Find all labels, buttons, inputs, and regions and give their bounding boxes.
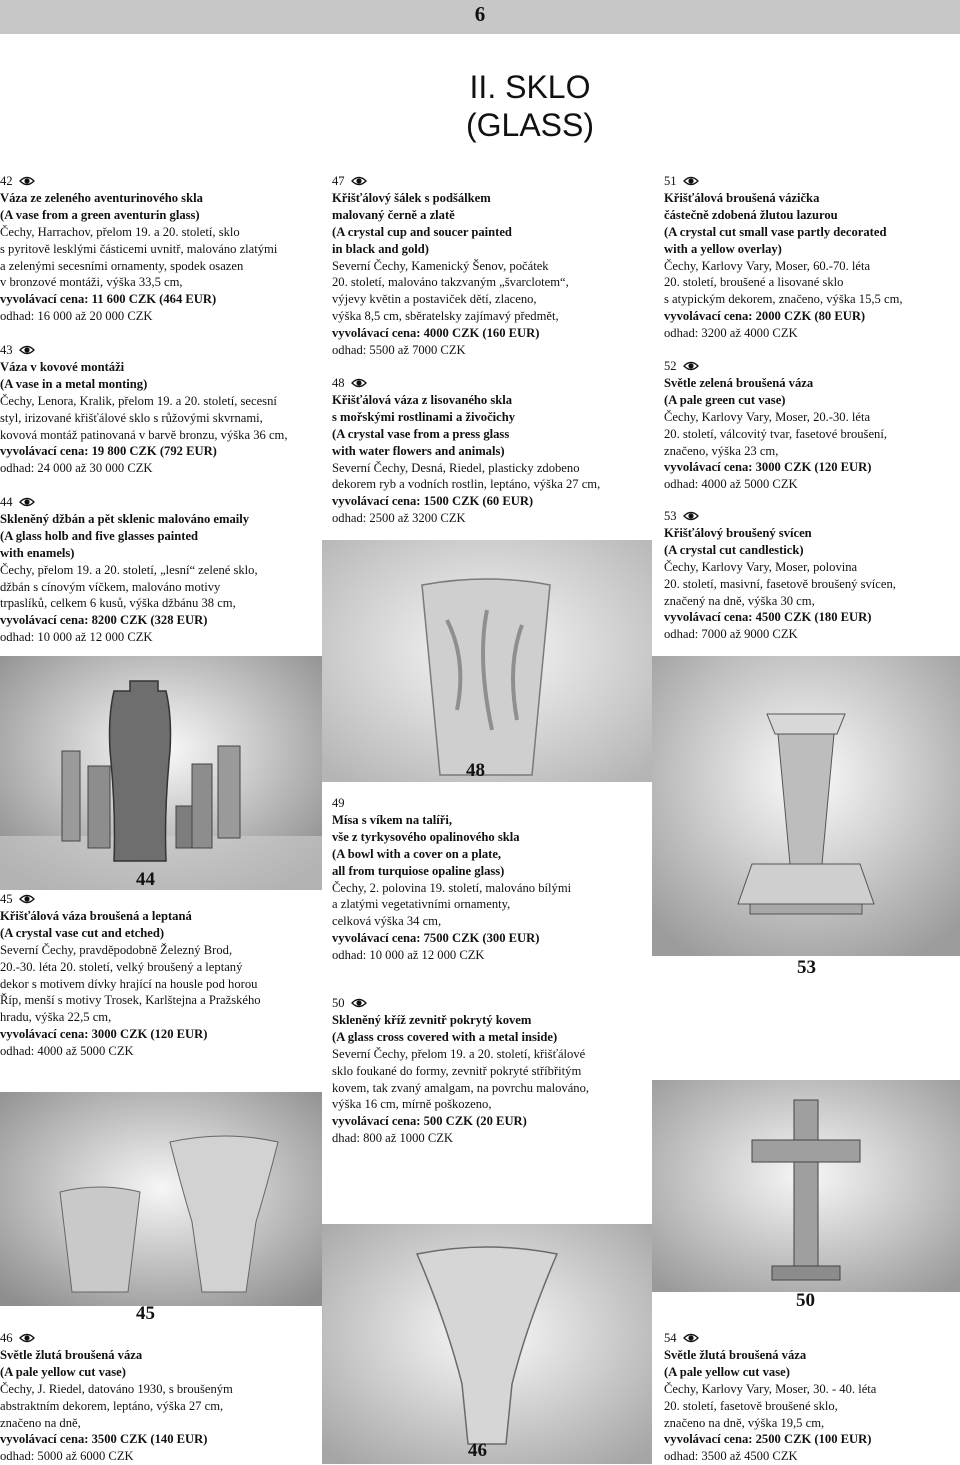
lot-title: Skleněný džbán a pět sklenic malováno emaily	[0, 511, 250, 526]
lot-desc: a zelenými secesními ornamenty, spodek osazen	[0, 258, 244, 273]
lot-desc: trpaslíků, celkem 6 kusů, výška džbánu 38 cm,	[0, 596, 236, 611]
photo-caption-44: 44	[136, 869, 155, 890]
lot-desc: hradu, výška 22,5 cm,	[0, 1010, 112, 1025]
lot-48	[332, 375, 642, 527]
lot-number: 42	[0, 174, 13, 188]
lot-estimate: odhad: 5500 až 7000 CZK	[332, 343, 466, 358]
lot-estimate: odhad: 16 000 až 20 000 CZK	[0, 309, 153, 324]
lot-desc: značeno, výška 23 cm,	[664, 443, 779, 458]
lot-title-en: (A crystal vase from a press glass	[332, 426, 510, 441]
lot-46	[0, 1330, 300, 1465]
eye-icon	[351, 378, 367, 388]
lot-desc: Čechy, Karlovy Vary, Moser, 60.-70. léta	[664, 258, 871, 273]
section-title-line1: II. SKLO	[469, 69, 591, 105]
lot-desc: Čechy, Karlovy Vary, Moser, 30. - 40. léta	[664, 1381, 877, 1396]
eye-icon	[19, 176, 35, 186]
lot-title: Křišťálový broušený svícen	[664, 525, 812, 540]
lot-price: vyvolávací cena: 7500 CZK (300 EUR)	[332, 931, 540, 946]
lot-title: částečně zdobená žlutou lazurou	[664, 207, 838, 222]
lot-title: Křišťálová broušená vázička	[664, 190, 820, 205]
lot-title-en: (A vase in a metal monting)	[0, 376, 148, 391]
lot-desc: značený na dně, výška 30 cm,	[664, 593, 815, 608]
lot-price: vyvolávací cena: 4500 CZK (180 EUR)	[664, 610, 872, 625]
lot-title: Váza v kovové montáži	[0, 359, 125, 374]
lot-43	[0, 342, 300, 477]
lot-desc: Čechy, Karlovy Vary, Moser, polovina	[664, 559, 858, 574]
eye-icon	[19, 894, 35, 904]
lot-estimate: odhad: 2500 až 3200 CZK	[332, 511, 466, 526]
lot-price: vyvolávací cena: 19 800 CZK (792 EUR)	[0, 444, 217, 459]
lot-title-en: (A vase from a green aventurin glass)	[0, 207, 200, 222]
lot-title-en: with a yellow overlay)	[664, 241, 782, 256]
lot-estimate: odhad: 7000 až 9000 CZK	[664, 627, 798, 642]
lot-50	[332, 995, 642, 1147]
lot-desc: výška 8,5 cm, sběratelsky zajímavý předmět,	[332, 309, 559, 324]
lot-52	[664, 358, 954, 493]
lot-desc: abstraktním dekorem, leptáno, výška 27 cm,	[0, 1398, 224, 1413]
lot-desc: s pyritově lesklými částicemi uvnitř, malováno zlatými	[0, 241, 278, 256]
eye-icon	[19, 497, 35, 507]
lot-45	[0, 891, 305, 1060]
lot-number: 54	[664, 1331, 677, 1345]
lot-title-en: (A pale yellow cut vase)	[664, 1364, 790, 1379]
section-title	[300, 68, 760, 144]
lot-desc: Čechy, Karlovy Vary, Moser, 20.-30. léta	[664, 409, 871, 424]
lot-title-en: (A crystal cut candlestick)	[664, 542, 804, 557]
lot-title: Světle zelená broušená váza	[664, 375, 814, 390]
lot-estimate: odhad: 24 000 až 30 000 CZK	[0, 461, 153, 476]
photo-caption-46: 46	[468, 1440, 487, 1461]
lot-title: vše z tyrkysového opalinového skla	[332, 829, 520, 844]
lot-estimate: odhad: 5000 až 6000 CZK	[0, 1449, 134, 1464]
lot-number: 49	[332, 796, 345, 810]
lot-estimate: odhad: 10 000 až 12 000 CZK	[332, 948, 485, 963]
lot-number: 50	[332, 996, 345, 1010]
lot-estimate: odhad: 10 000 až 12 000 CZK	[0, 630, 153, 645]
photo-caption-48: 48	[466, 760, 485, 781]
lot-desc: a zlatými vegetativními ornamenty,	[332, 897, 511, 912]
lot-desc: Severní Čechy, Kamenický Šenov, počátek	[332, 258, 549, 273]
eye-icon	[683, 1333, 699, 1343]
lot-price: vyvolávací cena: 3500 CZK (140 EUR)	[0, 1432, 208, 1447]
lot-47	[332, 173, 642, 359]
photo-45-etched-vase	[0, 1092, 322, 1306]
lot-desc: značeno na dně, výška 19,5 cm,	[664, 1415, 825, 1430]
lot-desc: Čechy, Lenora, Kralik, přelom 19. a 20. století, secesní	[0, 393, 277, 408]
lot-title-en: with enamels)	[0, 545, 75, 560]
lot-desc: Čechy, Harrachov, přelom 19. a 20. století, sklo	[0, 224, 240, 239]
lot-title-en: (A pale yellow cut vase)	[0, 1364, 126, 1379]
lot-desc: kovová montáž patinovaná v barvě bronzu, výška 36 cm,	[0, 427, 288, 442]
photo-50-glass-cross	[652, 1080, 960, 1292]
lot-title-en: (A glass holb and five glasses painted	[0, 528, 199, 543]
lot-42	[0, 173, 300, 325]
lot-desc: 20. století, masivní, fasetově broušený svícen,	[664, 576, 896, 591]
lot-desc: výjevy květin a postaviček dětí, zlaceno,	[332, 292, 537, 307]
photo-46-yellow-vase	[322, 1224, 652, 1464]
lot-desc: 20. století, válcovitý tvar, fasetové broušení,	[664, 426, 887, 441]
lot-title: Mísa s víkem na talíři,	[332, 812, 452, 827]
lot-49	[332, 795, 642, 964]
lot-desc: 20. století, malováno takzvaným „švarclotem“,	[332, 275, 569, 290]
lot-desc: dekor s motivem dívky hrající na housle pod horou	[0, 976, 258, 991]
lot-desc: v bronzové montáži, výška 33,5 cm,	[0, 275, 183, 290]
lot-desc: Severní Čechy, přelom 19. a 20. století, křišťálové	[332, 1046, 586, 1061]
lot-title-en: (A bowl with a cover on a plate,	[332, 846, 502, 861]
lot-title-en: in black and gold)	[332, 241, 429, 256]
lot-title-en: (A crystal cup and soucer painted	[332, 224, 512, 239]
lot-desc: Čechy, J. Riedel, datováno 1930, s broušeným	[0, 1381, 233, 1396]
page-number: 6	[474, 2, 486, 26]
lot-number: 53	[664, 509, 677, 523]
photo-caption-53: 53	[797, 957, 816, 978]
lot-desc: s atypickým dekorem, značeno, výška 15,5 cm,	[664, 292, 903, 307]
lot-number: 43	[0, 343, 13, 357]
lot-price: vyvolávací cena: 11 600 CZK (464 EUR)	[0, 292, 217, 307]
section-title-line2: (GLASS)	[465, 107, 595, 143]
lot-price: vyvolávací cena: 2500 CZK (100 EUR)	[664, 1432, 872, 1447]
eye-icon	[19, 345, 35, 355]
eye-icon	[19, 1333, 35, 1343]
lot-title: Světle žlutá broušená váza	[664, 1347, 807, 1362]
lot-desc: Severní Čechy, Desná, Riedel, plasticky zdobeno	[332, 460, 580, 475]
lot-estimate: dhad: 800 až 1000 CZK	[332, 1131, 454, 1146]
lot-title-en: (A crystal vase cut and etched)	[0, 925, 165, 940]
lot-title: s mořskými rostlinami a živočichy	[332, 409, 516, 424]
photo-48-pressed-glass-vase	[322, 540, 652, 782]
lot-estimate: odhad: 3200 až 4000 CZK	[664, 326, 798, 341]
lot-title-en: (A pale green cut vase)	[664, 392, 786, 407]
lot-title-en: all from turquiose opaline glass)	[332, 863, 505, 878]
lot-desc: výška 16 cm, mírně poškozeno,	[332, 1097, 492, 1112]
lot-number: 51	[664, 174, 677, 188]
photo-53-candlestick	[652, 656, 960, 956]
lot-title: Skleněný kříž zevnitř pokrytý kovem	[332, 1012, 532, 1027]
lot-title-en: with water flowers and animals)	[332, 443, 505, 458]
lot-number: 44	[0, 495, 13, 509]
eye-icon	[683, 361, 699, 371]
lot-title-en: (A glass cross covered with a metal inside)	[332, 1029, 558, 1044]
eye-icon	[351, 998, 367, 1008]
lot-price: vyvolávací cena: 4000 CZK (160 EUR)	[332, 326, 540, 341]
lot-title: Křišťálová váza broušená a leptaná	[0, 908, 192, 923]
lot-estimate: odhad: 4000 až 5000 CZK	[664, 477, 798, 492]
lot-51	[664, 173, 954, 342]
lot-estimate: odhad: 4000 až 5000 CZK	[0, 1044, 134, 1059]
lot-desc: dekorem ryb a vodních rostlin, leptáno, výška 27 cm,	[332, 477, 601, 492]
lot-number: 46	[0, 1331, 13, 1345]
lot-price: vyvolávací cena: 500 CZK (20 EUR)	[332, 1114, 527, 1129]
lot-desc: 20.-30. léta 20. století, velký broušený a leptaný	[0, 959, 243, 974]
lot-title: malovaný černě a zlatě	[332, 207, 455, 222]
lot-title-en: (A crystal cut small vase partly decorated	[664, 224, 887, 239]
lot-number: 47	[332, 174, 345, 188]
lot-desc: sklo foukané do formy, zevnitř pokryté stříbřitým	[332, 1063, 582, 1078]
lot-desc: džbán s cínovým víčkem, malováno motivy	[0, 579, 221, 594]
lot-desc: styl, irizované křišťálové sklo s růžovými skvrnami,	[0, 410, 263, 425]
lot-desc: kovem, tak zvaný amalgam, na povrchu malováno,	[332, 1080, 590, 1095]
lot-desc: Čechy, 2. polovina 19. století, malováno bílými	[332, 880, 572, 895]
lot-desc: značeno na dně,	[0, 1415, 81, 1430]
lot-desc: celková výška 34 cm,	[332, 914, 442, 929]
lot-price: vyvolávací cena: 1500 CZK (60 EUR)	[332, 494, 534, 509]
lot-price: vyvolávací cena: 2000 CZK (80 EUR)	[664, 309, 866, 324]
lot-price: vyvolávací cena: 8200 CZK (328 EUR)	[0, 613, 208, 628]
lot-title: Váza ze zeleného aventurinového skla	[0, 190, 203, 205]
lot-number: 45	[0, 892, 13, 906]
lot-desc: 20. století, fasetově broušené sklo,	[664, 1398, 838, 1413]
lot-estimate: odhad: 3500 až 4500 CZK	[664, 1449, 798, 1464]
lot-54	[664, 1330, 954, 1465]
eye-icon	[683, 176, 699, 186]
lot-price: vyvolávací cena: 3000 CZK (120 EUR)	[0, 1027, 208, 1042]
lot-number: 52	[664, 359, 677, 373]
lot-title: Světle žlutá broušená váza	[0, 1347, 143, 1362]
lot-desc: Čechy, přelom 19. a 20. století, „lesní“ zelené sklo,	[0, 562, 258, 577]
lot-desc: Severní Čechy, pravděpodobně Železný Brod,	[0, 942, 233, 957]
photo-caption-45: 45	[136, 1303, 155, 1324]
lot-desc: Říp, menší s motivy Trosek, Karlštejna a Pražského	[0, 993, 261, 1008]
lot-price: vyvolávací cena: 3000 CZK (120 EUR)	[664, 460, 872, 475]
eye-icon	[683, 511, 699, 521]
lot-desc: 20. století, broušené a lisované sklo	[664, 275, 844, 290]
photo-44-jug-and-glasses	[0, 656, 322, 890]
lot-53	[664, 508, 954, 643]
lot-title: Křišťálový šálek s podšálkem	[332, 190, 491, 205]
lot-title: Křišťálová váza z lisovaného skla	[332, 392, 513, 407]
lot-44	[0, 494, 300, 646]
lot-number: 48	[332, 376, 345, 390]
photo-caption-50: 50	[796, 1290, 815, 1311]
eye-icon	[351, 176, 367, 186]
